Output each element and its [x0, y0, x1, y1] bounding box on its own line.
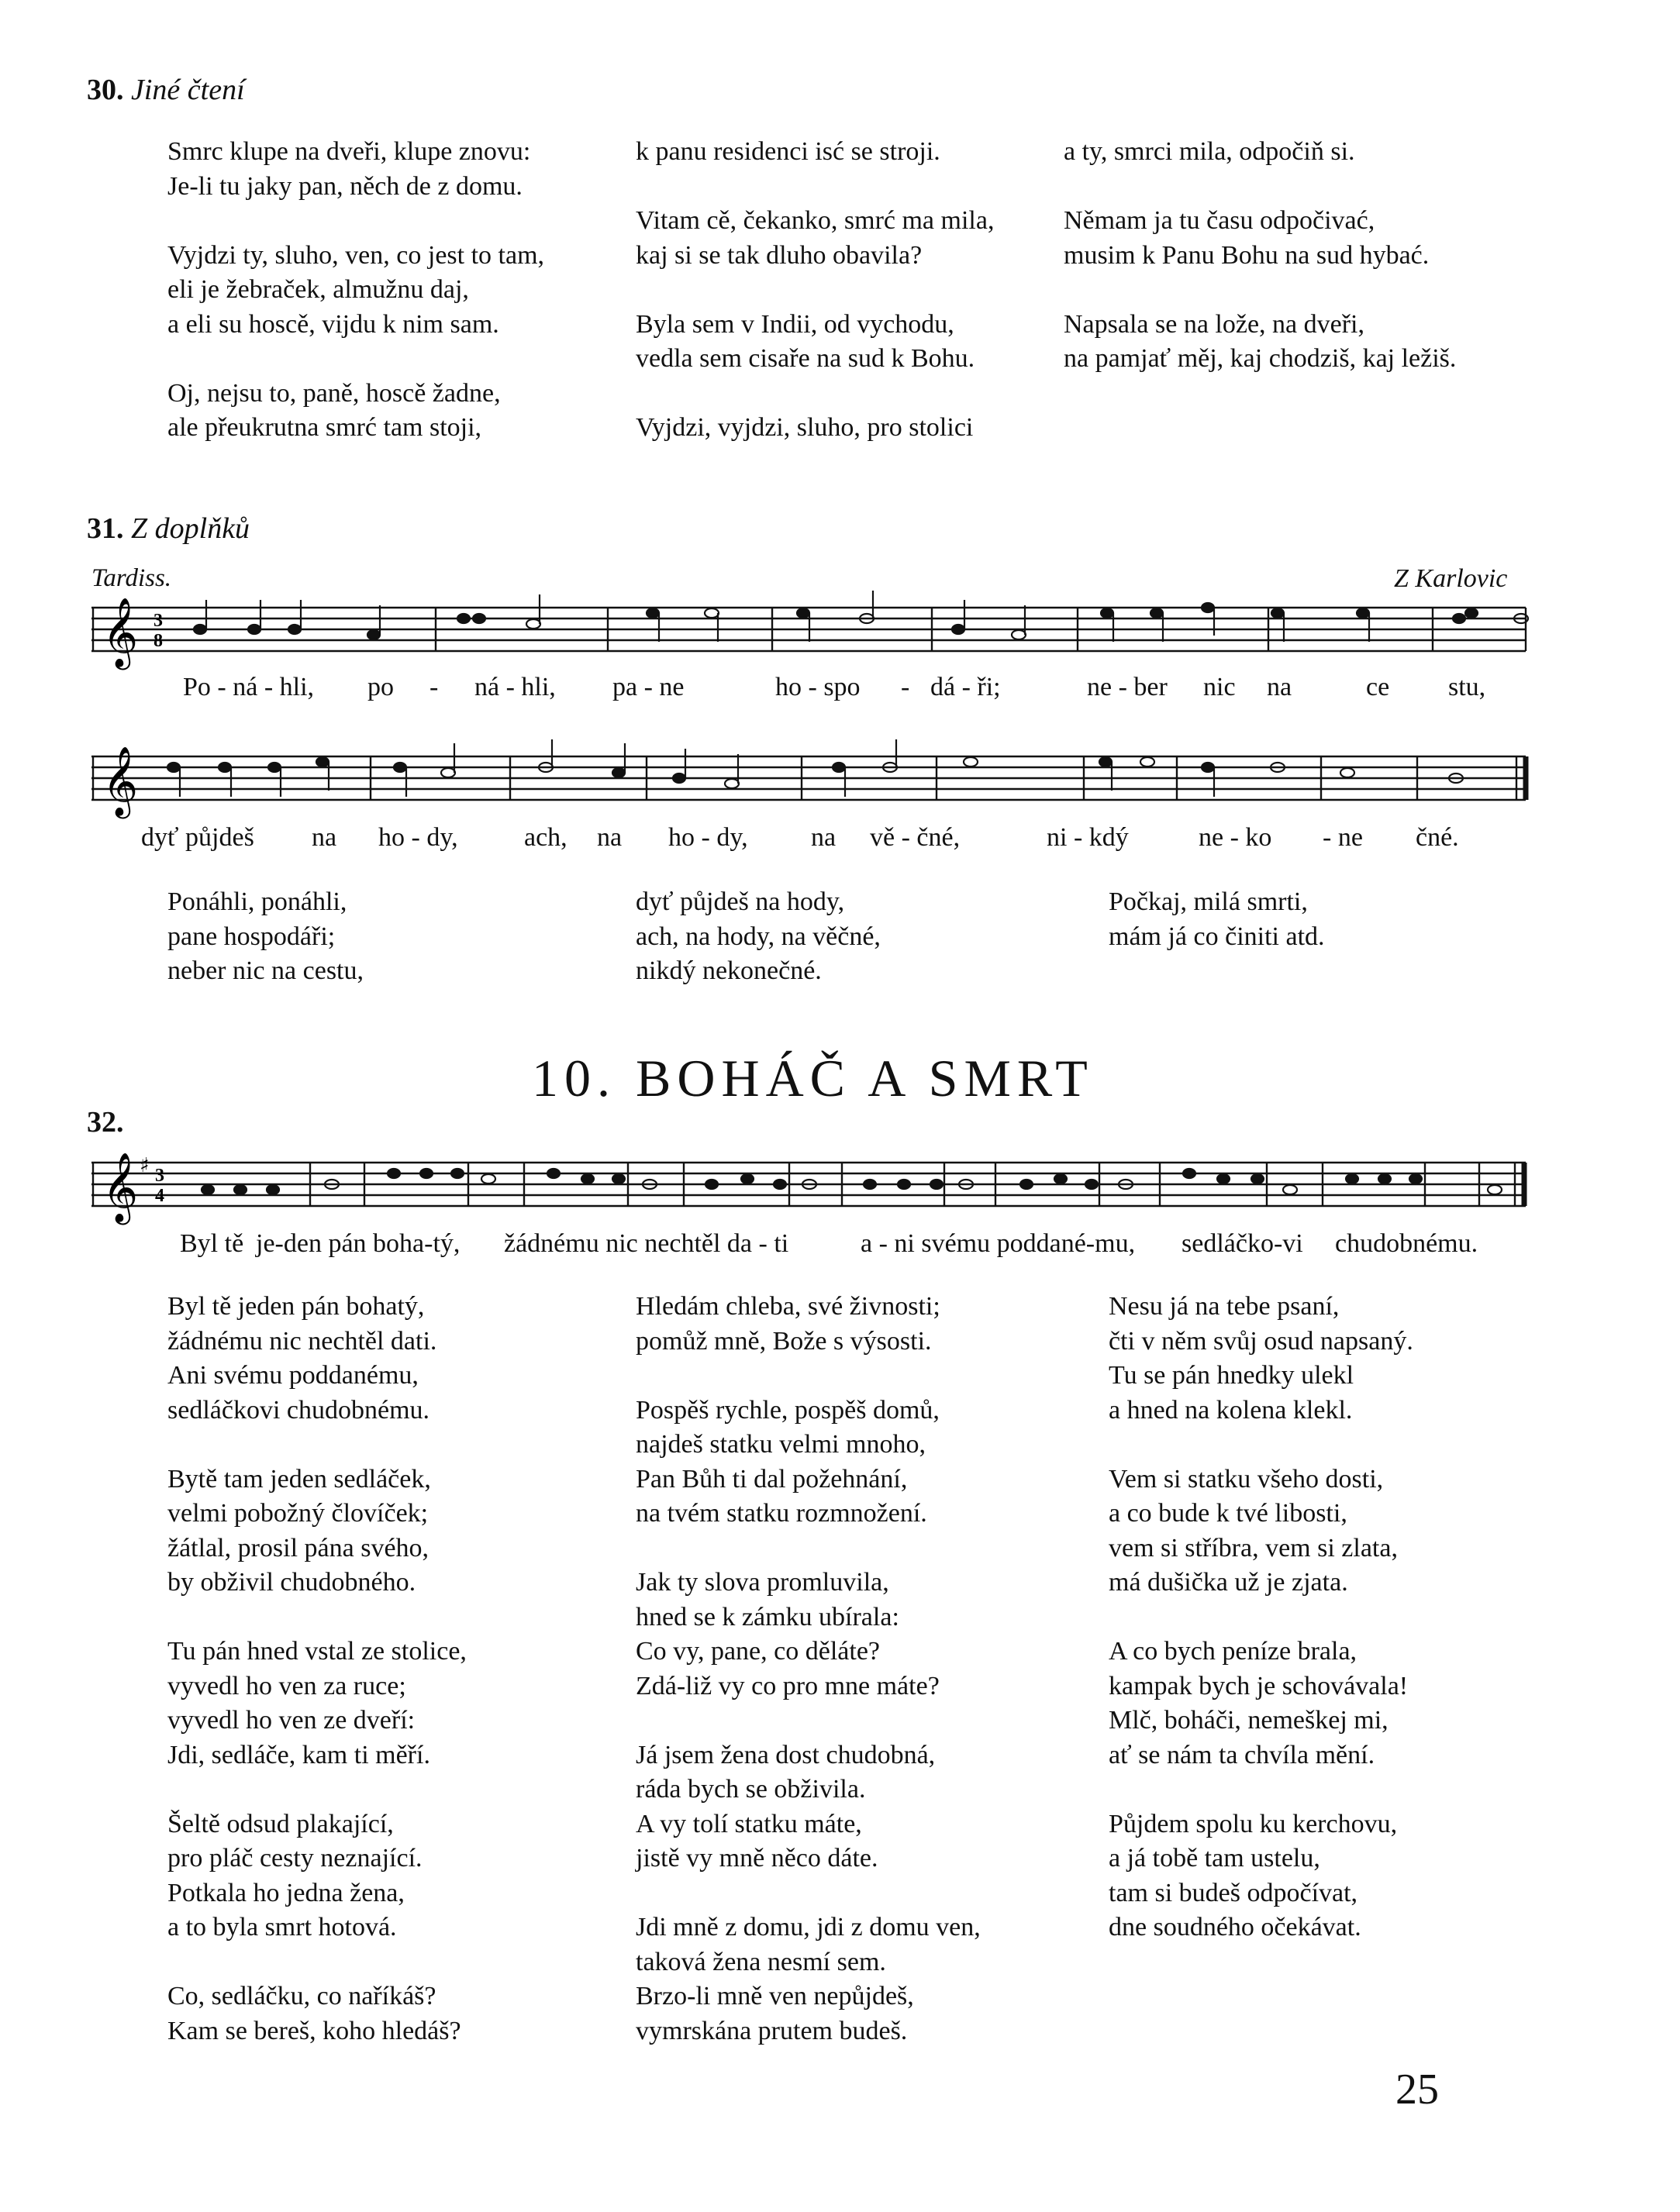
song-number: 30. — [87, 74, 124, 106]
svg-text:𝄞: 𝄞 — [102, 1153, 139, 1222]
lyric-syllables: na — [811, 823, 837, 852]
lyric-syllables: Byl tě — [180, 1229, 244, 1258]
lyric-syllables: Po - ná - hli, — [183, 673, 315, 701]
song-31-heading — [87, 512, 250, 546]
lyric-syllables: vě - čné, — [870, 823, 961, 852]
lyric-syllables: ce — [1366, 673, 1390, 701]
lyric-syllables: chudobnému. — [1335, 1229, 1478, 1258]
lyric-syllables: - ne — [1323, 823, 1363, 852]
song-number: 31. — [87, 512, 124, 545]
verse-column-1: Ponáhli, ponáhli, pane hospodáři; neber nic na cestu, — [167, 887, 364, 985]
music-staff-32 — [91, 1142, 1529, 1228]
verse-column-2: k panu residenci isć se stroji. Vitam cě, čekanko, smrć ma mila, kaj si se tak dluho obavila? Byla sem v Indii, od vychodu, vedla sem cisaře na sud k Bohu. Vyjdzi, vyjdzi, sluho, pro stolici — [636, 137, 995, 442]
lyric-syllables: dá - ři; — [930, 673, 1001, 701]
lyric-syllables: žádnému nic nechtěl da - ti — [504, 1229, 789, 1258]
lyric-syllables: na — [312, 823, 337, 852]
song-30-heading — [87, 73, 245, 107]
svg-text:8: 8 — [154, 631, 163, 651]
lyric-syllables: na — [597, 823, 623, 852]
svg-text:4: 4 — [155, 1186, 164, 1206]
song-32-heading — [87, 1105, 124, 1139]
lyric-syllables: stu, — [1448, 673, 1486, 701]
verse-column-1: Smrc klupe na dveři, klupe znovu: Je-li tu jaky pan, něch de z domu. Vyjdzi ty, sluho, ven, co jest to tam, eli je žebraček, almužnu daj, a eli su hoscě, vijdu k nim sam. Oj, nejsu to, paně, hoscě žadne, ale přeukrutna smrć tam stoji, — [167, 137, 545, 442]
page-number: 25 — [1395, 2066, 1439, 2114]
lyric-syllables: ho - spo — [775, 673, 861, 701]
svg-text:3: 3 — [154, 611, 163, 631]
lyric-syllables: nic — [1203, 673, 1236, 701]
lyric-syllables: ne - ko — [1199, 823, 1272, 852]
song-title: Z doplňků — [131, 512, 250, 545]
verse-column-2: Hledám chleba, své živnosti; pomůž mně, Bože s výsosti. Pospěš rychle, pospěš domů, najdeš statku velmi mnoho, Pan Bůh ti dal požehnání, na tvém statku rozmnožení. Jak ty slova promluvila, hned se k zámku ubírala: Co vy, pane, co děláte? Zdá-liž vy co pro mne máte? Já jsem žena dost chudobná, ráda bych se obživila. A vy tolí statku máte, jistě vy mně něco dáte. Jdi mně z domu, jdi z domu ven, taková žena nesmí sem. Brzo-li mně ven nepůjdeš, vymrskána prutem budeš. — [636, 1292, 981, 2045]
lyric-syllables: ho - dy, — [378, 823, 458, 852]
verse-column-2: dyť půjdeš na hody, ach, na hody, na věčné, nikdý nekonečné. — [636, 887, 881, 985]
lyric-syllables: ach, — [524, 823, 567, 852]
music-staff-31-line-1 — [91, 587, 1529, 673]
lyric-syllables: - — [901, 673, 910, 701]
source-note: Z Karlovic — [1394, 564, 1508, 593]
tempo-marking: Tardiss. — [91, 564, 172, 592]
chapter-title: 10. BOHÁČ A SMRT — [532, 1049, 1094, 1108]
lyric-syllables: po — [367, 673, 394, 701]
lyric-syllables: ne - ber — [1087, 673, 1168, 701]
lyric-syllables: a - ni svému poddané-mu, — [861, 1229, 1136, 1258]
svg-text:♯: ♯ — [140, 1154, 150, 1177]
lyric-syllables: - — [429, 673, 439, 701]
song-title: Jiné čtení — [131, 74, 245, 106]
svg-text:𝄞: 𝄞 — [102, 598, 139, 667]
lyric-syllables: dyť půjdeš — [141, 823, 254, 852]
lyric-syllables: pa - ne — [612, 673, 685, 701]
verse-column-3: Počkaj, milá smrti, mám já co činiti atd. — [1109, 887, 1325, 951]
song-number: 32. — [87, 1106, 124, 1139]
music-staff-31-line-2 — [91, 736, 1529, 822]
svg-text:𝄞: 𝄞 — [102, 746, 139, 816]
lyric-syllables: je-den pán boha-tý, — [256, 1229, 461, 1258]
lyric-syllables: ni - kdý — [1047, 823, 1129, 852]
lyric-syllables: ho - dy, — [668, 823, 748, 852]
lyric-syllables: čné. — [1416, 823, 1459, 852]
lyric-syllables: ná - hli, — [474, 673, 556, 701]
verse-column-1: Byl tě jeden pán bohatý, žádnému nic nechtěl dati. Ani svému poddanému, sedláčkovi chudobnému. Bytě tam jeden sedláček, velmi pobožný človíček; žátlal, prosil pána svého, by obživil chudobného. Tu pán hned vstal ze stolice, vyvedl ho ven za ruce; vyvedl ho ven ze dveří: Jdi, sedláče, kam ti měří. Šeltě odsud plakající, pro pláč cesty neznající. Potkala ho jedna žena, a to byla smrt hotová. Co, sedláčku, co naříkáš? Kam se bereš, koho hledáš? — [167, 1292, 467, 2045]
verse-column-3: Nesu já na tebe psaní, čti v něm svůj osud napsaný. Tu se pán hnedky ulekl a hned na kolena klekl. Vem si statku všeho dosti, a co bude k tvé libosti, vem si stříbra, vem si zlata, má dušička už je zjata. A co bych peníze brala, kampak bych je schovávala! Mlč, boháči, nemeškej mi, ať se nám ta chvíla mění. Půjdem spolu ku kerchovu, a já tobě tam ustelu, tam si budeš odpočívat, dne soudného očekávat. — [1109, 1292, 1413, 1942]
lyric-syllables: na — [1267, 673, 1292, 701]
svg-text:3: 3 — [155, 1166, 164, 1186]
lyric-syllables: sedláčko-vi — [1182, 1229, 1303, 1258]
verse-column-3: a ty, smrci mila, odpočiň si. Němam ja tu času odpočivać, musim k Panu Bohu na sud hybać. Napsala se na lože, na dveři, na pamjať měj, kaj chodziš, kaj ležiš. — [1064, 137, 1457, 373]
